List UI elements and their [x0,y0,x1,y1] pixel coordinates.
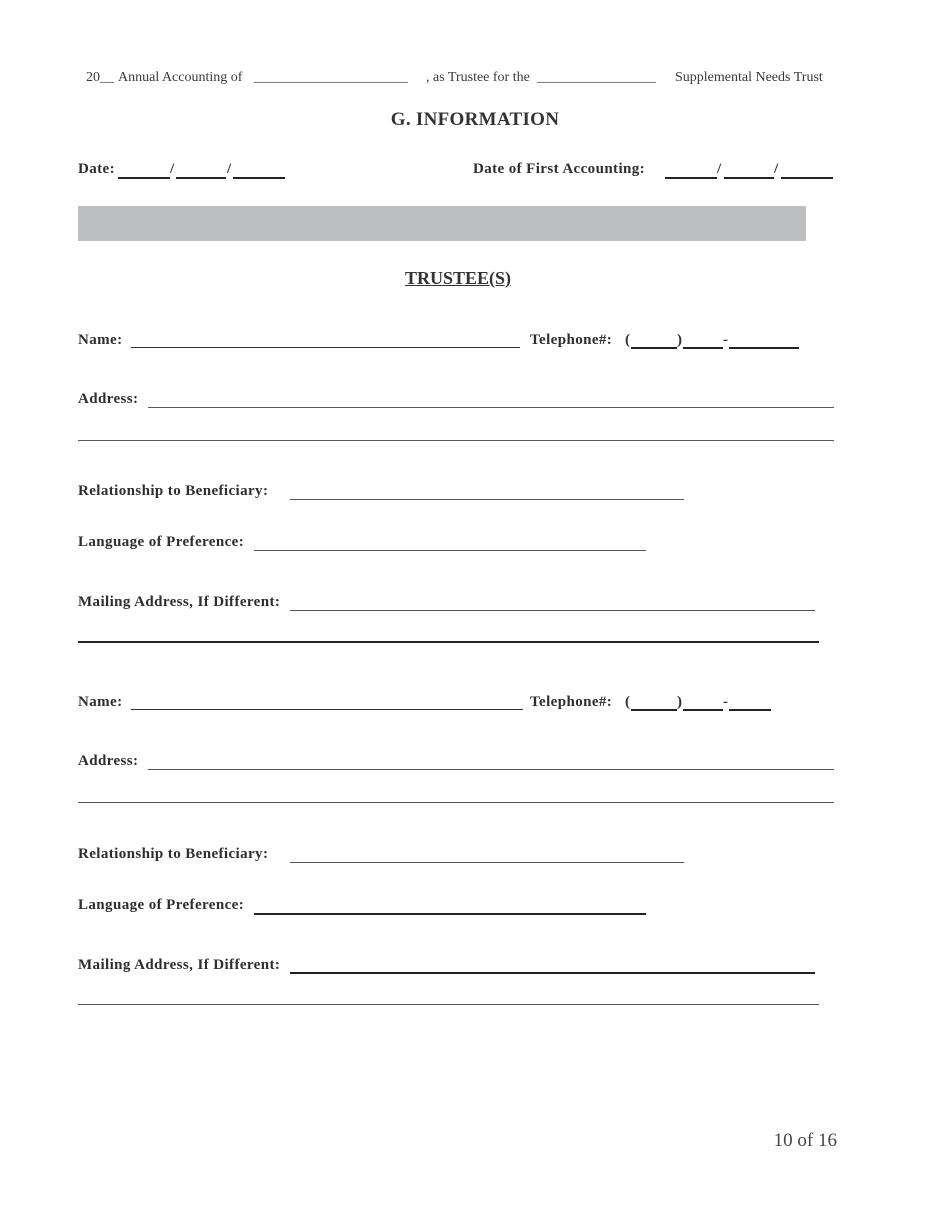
trustee1-language-label: Language of Preference: [78,534,245,550]
header-as-trustee: , as Trustee for the [426,70,530,85]
section-divider-bar [78,206,806,241]
trustee1-address-field[interactable] [148,407,834,408]
trustee1-address-label: Address: [78,391,139,407]
trustee2-mailing-field[interactable] [290,972,815,974]
trustees-heading: TRUSTEE(S) [404,268,512,288]
tel-open-paren: ( [625,694,630,710]
trustee2-name-field[interactable] [131,709,523,710]
trustee2-mailing-field-2[interactable] [78,1004,819,1005]
date-slash: / [170,161,175,177]
first-accounting-day-field[interactable] [724,177,774,179]
trustee2-language-field[interactable] [254,913,646,915]
date-slash: / [227,161,232,177]
trustee1-telephone-label: Telephone#: [530,332,613,348]
trustee2-address-label: Address: [78,753,139,769]
trustee1-phone-line-field[interactable] [729,347,799,349]
trustee1-area-code-field[interactable] [631,347,677,349]
tel-close-paren: ) [677,694,682,710]
date-year-field[interactable] [233,177,285,179]
trustee2-relationship-label: Relationship to Beneficiary: [78,846,269,862]
tel-close-paren: ) [677,332,682,348]
trustee1-mailing-label: Mailing Address, If Different: [78,594,281,610]
tel-dash: - [723,694,728,710]
date-slash: / [717,161,722,177]
header-beneficiary-blank[interactable]: _________________ [537,70,656,85]
tel-open-paren: ( [625,332,630,348]
trustee2-area-code-field[interactable] [631,709,677,711]
trustee1-phone-prefix-field[interactable] [683,347,723,349]
trustee1-name-label: Name: [78,332,123,348]
tel-dash: - [723,332,728,348]
date-month-field[interactable] [118,177,170,179]
trustee1-name-field[interactable] [131,347,520,348]
trustee1-relationship-label: Relationship to Beneficiary: [78,483,269,499]
trustee2-address-field[interactable] [148,769,834,770]
trustee2-phone-line-field[interactable] [729,709,771,711]
header-trust-name: Supplemental Needs Trust [675,70,823,85]
trustee2-mailing-label: Mailing Address, If Different: [78,957,281,973]
page-number: 10 of 16 [773,1130,837,1151]
header-accountant-blank[interactable]: ______________________ [254,70,408,85]
first-accounting-month-field[interactable] [665,177,717,179]
date-day-field[interactable] [176,177,226,179]
trustee1-language-field[interactable] [254,550,646,551]
trustee1-address-field-2[interactable] [78,440,834,441]
header-annual-accounting: Annual Accounting of [118,70,243,85]
first-accounting-year-field[interactable] [781,177,833,179]
trustee1-mailing-field-2[interactable] [78,641,819,643]
date-slash: / [774,161,779,177]
trustee2-phone-prefix-field[interactable] [683,709,723,711]
trustee1-relationship-field[interactable] [290,499,684,500]
trustee2-telephone-label: Telephone#: [530,694,613,710]
trustee1-mailing-field[interactable] [290,610,815,611]
first-accounting-label: Date of First Accounting: [473,161,646,177]
trustee2-language-label: Language of Preference: [78,897,245,913]
trustee2-name-label: Name: [78,694,123,710]
header-year: 20__ [86,70,114,85]
trustee2-relationship-field[interactable] [290,862,684,863]
date-label: Date: [78,161,115,177]
section-title: G. INFORMATION [390,109,560,130]
trustee2-address-field-2[interactable] [78,802,834,803]
